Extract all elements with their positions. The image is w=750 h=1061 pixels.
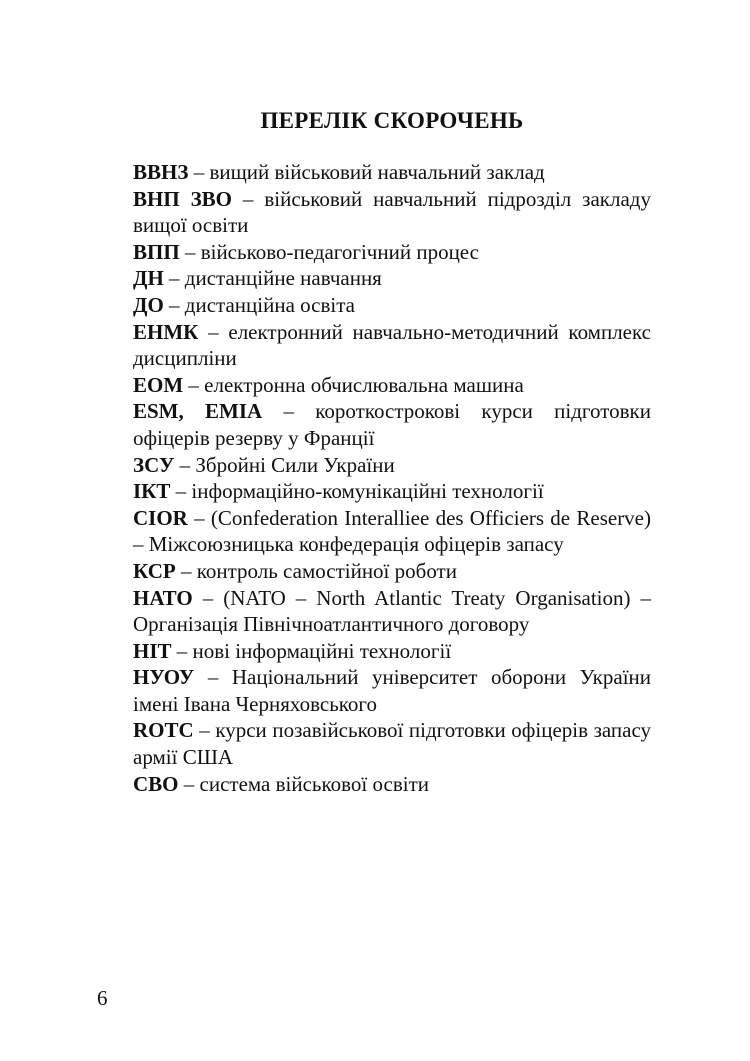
abbreviation-separator: – — [187, 505, 211, 530]
abbreviation-definition: електронна обчислювальна машина — [204, 372, 524, 397]
abbreviation-term: CIOR — [133, 505, 188, 530]
abbreviation-definition: Збройні Сили України — [195, 452, 395, 477]
page-number: 6 — [97, 986, 108, 1010]
abbreviation-definition: Національний університет оборони України імені Івана Черняховського — [133, 665, 652, 716]
abbreviation-term: ДН — [133, 266, 164, 291]
abbreviation-term: ROTC — [133, 718, 194, 743]
abbreviation-entry — [133, 398, 651, 451]
abbreviation-entry — [133, 558, 651, 585]
abbreviation-definition: інформаційно-комунікаційні технології — [191, 479, 544, 504]
abbreviation-term: ІКТ — [133, 479, 171, 504]
abbreviation-term: НІТ — [133, 638, 172, 663]
abbreviation-definition: військовий навчальний підрозділ закладу вищої освіти — [133, 186, 651, 238]
abbreviation-entry — [133, 186, 651, 239]
abbreviation-definition: (Confederation Interalliee des Officiers de Reserve) – Міжсоюзницька конфедерація офіцерів запасу — [133, 505, 651, 557]
abbreviation-definition: дистанційна освіта — [184, 292, 356, 317]
abbreviation-entry — [133, 265, 651, 292]
abbreviation-separator: – — [198, 319, 229, 344]
abbreviation-entry — [133, 664, 651, 717]
page-title: ПЕРЕЛІК СКОРОЧЕНЬ — [260, 108, 524, 133]
abbreviation-definition: вищий військовий навчальний заклад — [209, 160, 545, 184]
abbreviation-list — [133, 159, 651, 797]
abbreviation-separator: – — [174, 452, 196, 477]
abbreviation-separator: – — [232, 186, 265, 211]
abbreviation-definition: (NATO – North Atlantic Treaty Organisation) – Організація Північноатлантичного договору — [133, 585, 652, 637]
abbreviation-separator: – — [193, 718, 216, 743]
abbreviation-entry — [133, 319, 651, 372]
abbreviation-term: ESM, EMIA — [133, 399, 263, 424]
abbreviation-term: СВО — [133, 771, 179, 796]
abbreviation-term: ЕОМ — [133, 372, 184, 397]
abbreviation-separator: – — [183, 372, 205, 397]
abbreviation-definition: контроль самостійної роботи — [196, 558, 457, 583]
abbreviation-term: ВПП — [133, 239, 180, 264]
abbreviation-entry — [133, 478, 651, 505]
abbreviation-entry — [133, 505, 651, 558]
abbreviation-term: ЕНМК — [133, 319, 199, 344]
abbreviation-definition: короткострокові курси підготовки офіцерів резерву у Франції — [133, 399, 651, 450]
abbreviation-separator: – — [175, 558, 197, 583]
abbreviation-separator: – — [171, 638, 193, 663]
abbreviation-entry — [133, 638, 651, 665]
abbreviation-entry — [133, 585, 651, 638]
abbreviation-separator: – — [163, 292, 185, 317]
abbreviation-separator: – — [163, 266, 185, 291]
abbreviation-separator: – — [188, 160, 210, 184]
abbreviation-term: НУОУ — [133, 665, 195, 690]
abbreviation-entry — [133, 771, 651, 798]
abbreviation-entry — [133, 239, 651, 266]
abbreviation-term: ДО — [133, 292, 164, 317]
abbreviation-separator: – — [170, 479, 192, 504]
abbreviation-separator: – — [192, 585, 224, 610]
abbreviation-separator: – — [178, 771, 200, 796]
abbreviation-entry — [133, 452, 651, 479]
abbreviation-term: ВВНЗ — [133, 160, 189, 184]
abbreviation-definition: дистанційне навчання — [184, 266, 382, 291]
abbreviation-entry — [133, 159, 651, 186]
abbreviation-term: КСР — [133, 558, 176, 583]
abbreviation-definition: система військової освіти — [199, 771, 429, 796]
abbreviation-term: ВНП ЗВО — [133, 186, 233, 211]
abbreviation-separator: – — [194, 665, 232, 690]
abbreviation-entry — [133, 292, 651, 319]
abbreviation-definition: електронний навчально-методичний комплекс дисципліни — [133, 319, 651, 371]
abbreviation-entry — [133, 717, 651, 770]
abbreviation-entry — [133, 372, 651, 399]
abbreviation-term: НАТО — [133, 585, 193, 610]
abbreviation-definition: військово-педагогічний процес — [200, 239, 479, 264]
abbreviation-separator: – — [262, 399, 316, 424]
abbreviation-definition: курси позавійськової підготовки офіцерів запасу армії США — [133, 718, 652, 770]
abbreviation-definition: нові інформаційні технології — [192, 638, 452, 663]
abbreviation-separator: – — [179, 239, 201, 264]
abbreviation-term: ЗСУ — [133, 452, 175, 477]
